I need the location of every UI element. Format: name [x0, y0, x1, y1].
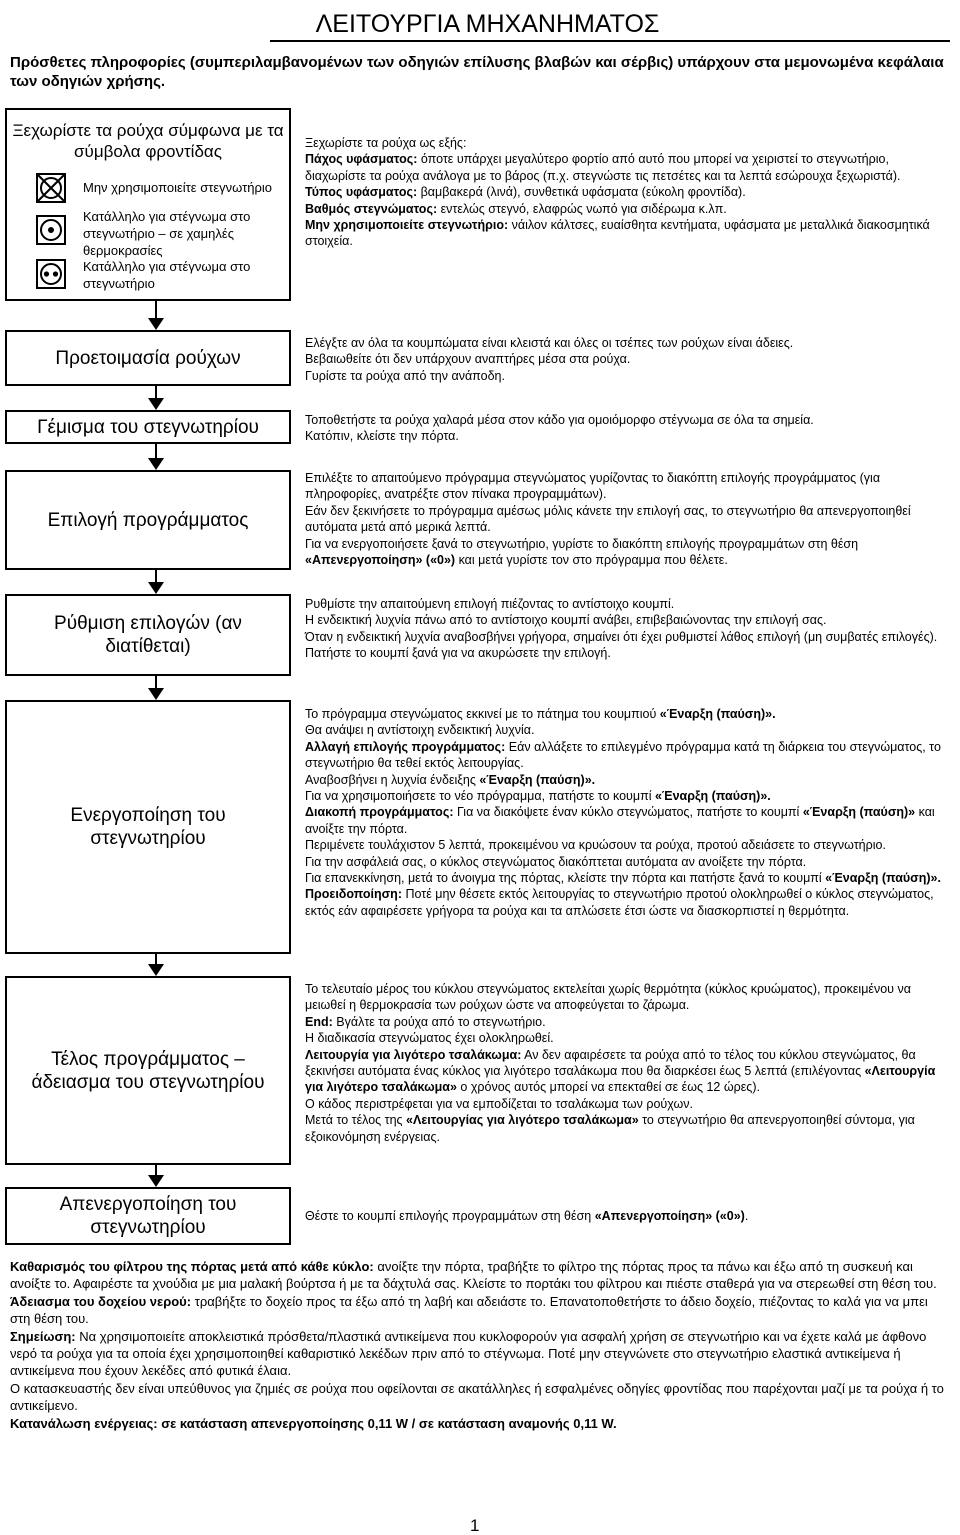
step-line: Για να χρησιμοποιήσετε το νέο πρόγραμμα, πατήστε το κουμπί «Έναρξη (παύση)». — [305, 789, 771, 804]
intro-text: Πρόσθετες πληροφορίες (συμπεριλαμβανομένων των οδηγιών επίλυσης βλαβών και σέρβις) υπάρχουν στα μεμονωμένα κεφάλαια των οδηγιών χρήσης. — [10, 54, 944, 90]
page-number: 1 — [470, 1516, 480, 1535]
step-line: Η διαδικασία στεγνώματος έχει ολοκληρωθεί. — [305, 1031, 554, 1046]
step-line: Διακοπή προγράμματος: Για να διακόψετε έναν κύκλο στεγνώματος, πατήστε το κουμπί «Έναρξη (παύση)» και ανοίξτε την πόρτα. — [305, 805, 935, 836]
step-line: Προειδοποίηση: Ποτέ μην θέσετε εκτός λειτουργίας το στεγνωτήριο προτού ολοκληρωθεί ο κύκλος στεγνώματος, εκτός εάν αφαιρέσετε γρήγορα τα ρούχα και τα απλώσετε έτσι ώστε να διασκορπιστεί η θερμότητα. — [305, 887, 934, 918]
step-box-options: Ρύθμιση επιλογών (αν διατίθεται) — [5, 594, 291, 676]
step-text-end — [305, 981, 945, 1145]
flow-arrow — [148, 954, 164, 976]
note-remark: Σημείωση: Να χρησιμοποιείτε αποκλειστικά πρόσθετα/πλαστικά αντικείμενα που κυκλοφορούν για ασφαλή χρήση σε στεγνωτήριο και να έχετε καλά με άφθονο νερό τα ρούχα για τα οποία έχει χρησιμοποιηθεί καθαριστικό λεκέδων πριν από το στέγνωμα. Ποτέ μην στεγνώνετε στο στεγνωτήριο ελαστικά αντικείμενα ή αντικείμενα που έχουν λεκέδες από φυτικά έλαια. — [10, 1328, 927, 1379]
step-line: Πατήστε το κουμπί ξανά για να ακυρώσετε την επιλογή. — [305, 646, 611, 661]
step-line: Αλλαγή επιλογής προγράμματος: Εάν αλλάξετε το επιλεγμένο πρόγραμμα κατά τη διάρκεια του στεγνώματος, το στεγνωτήριο θα τεθεί εκτός λειτουργίας. — [305, 739, 941, 771]
step-line: Η ενδεικτική λυχνία πάνω από το αντίστοιχο κουμπί ανάβει, επιβεβαιώνοντας την επιλογή σας. — [305, 613, 827, 628]
care-symbols-box — [5, 108, 291, 301]
step-line: Γυρίστε τα ρούχα από την ανάποδη. — [305, 368, 505, 383]
step-box-preparation: Προετοιμασία ρούχων — [5, 330, 291, 386]
care-symbols-heading: Ξεχωρίστε τα ρούχα σύμφωνα με τα σύμβολα φροντίδας — [12, 121, 284, 161]
step-box-end: Τέλος προγράμματος – άδειασμα του στεγνωτηρίου — [5, 976, 291, 1165]
tumble-dry-low-heat-icon — [33, 212, 69, 248]
step-line: Εάν δεν ξεκινήσετε το πρόγραμμα αμέσως μόλις κάνετε την επιλογή σας, το στεγνωτήριο θα απενεργοποιηθεί αυτόματα μετά από μερικά λεπτά. — [305, 503, 911, 535]
step-line: Ο κάδος περιστρέφεται για να εμποδίζεται το τσαλάκωμα των ρούχων. — [305, 1096, 693, 1111]
step-box-loading: Γέμισμα του στεγνωτηρίου — [5, 410, 291, 444]
sorting-line: Μην χρησιμοποιείτε στεγνωτήριο: νάιλον κάλτσες, ευαίσθητα κεντήματα, υφάσματα με μεταλλικά διακοσμητικά στοιχεία. — [305, 218, 930, 249]
note-liability: Ο κατασκευαστής δεν είναι υπεύθυνος για ζημιές σε ρούχα που οφείλονται σε ακατάλληλες ή εσφαλμένες οδηγίες φροντίδας που παρέχονται μαζί με τα ρούχα ή το αντικείμενο. — [10, 1380, 944, 1414]
step-line: Το πρόγραμμα στεγνώματος εκκινεί με το πάτημα του κουμπιού «Έναρξη (παύση)». — [305, 707, 776, 721]
step-line: Λειτουργία για λιγότερο τσαλάκωμα: Αν δεν αφαιρέσετε τα ρούχα από το τέλος του κύκλου στεγνώματος, θα ξεκινήσει αυτόματα ένας κύκλος για λιγότερο τσαλάκωμα που θα διαρκέσει έως 5 λεπτά (επιλέγοντας «Λειτουργία για λιγότερο τσαλάκωμα» ο χρόνος αυτός μπορεί να επεκταθεί σε έως 12 ώρες). — [305, 1047, 936, 1095]
flow-arrow — [148, 676, 164, 700]
step-line: Βεβαιωθείτε ότι δεν υπάρχουν αναπτήρες μέσα στα ρούχα. — [305, 352, 631, 367]
note-filter-cleaning: Καθαρισμός του φίλτρου της πόρτας μετά από κάθε κύκλο: ανοίξτε την πόρτα, τραβήξτε το φίλτρο της πόρτας προς τα πάνω και έξω από τη συσκευή και ανοίξτε το. Αφαιρέστε τα χνούδια με μια μαλακή βούρτσα ή με τα δάχτυλά σας. Κλείστε το πορτάκι του φίλτρου και πιέστε σταθερά για να στερεωθεί στη θέση του. — [10, 1259, 937, 1292]
step-line: Για την ασφάλειά σας, ο κύκλος στεγνώματος διακόπτεται αυτόματα αν ανοίξετε την πόρτα. — [305, 854, 807, 869]
step-line: Τοποθετήστε τα ρούχα χαλαρά μέσα στον κάδο για ομοιόμορφο στέγνωμα σε όλα τα σημεία. — [305, 413, 814, 427]
do-not-tumble-dry-icon — [33, 170, 69, 206]
step-line: Θα ανάψει η αντίστοιχη ενδεικτική λυχνία. — [305, 723, 535, 738]
step-text-loading — [305, 412, 945, 445]
step-line: Όταν η ενδεικτική λυχνία αναβοσβήνει γρήγορα, σημαίνει ότι έχει ρυθμιστεί λάθος επιλογή (μη συμβατές επιλογές). — [305, 629, 938, 644]
step-box-start: Ενεργοποίηση του στεγνωτηρίου — [5, 700, 291, 954]
step-box-program-select: Επιλογή προγράμματος — [5, 470, 291, 570]
step-line: Ελέγξτε αν όλα τα κουμπώματα είναι κλειστά και όλες οι τσέπες των ρούχων είναι άδειες. — [305, 336, 794, 350]
title-underline — [270, 40, 950, 42]
note-water-container: Άδειασμα του δοχείου νερού: τραβήξτε το δοχείο προς τα έξω από τη λαβή και αδειάστε το. Επανατοποθετήστε το άδειο δοχείο, πιέζοντας το καλά για να μπει στη θέση του. — [10, 1293, 928, 1327]
flow-arrow — [148, 386, 164, 410]
sorting-line: Πάχος υφάσματος: όποτε υπάρχει μεγαλύτερο φορτίο από αυτό που μπορεί να χειριστεί το στεγνωτήριο, διαχωρίστε τα ρούχα ανάλογα με το βάρος (π.χ. στεγνώστε τις πετσέτες και τα λεπτά εσώρουχα ξεχωριστά). — [305, 152, 901, 183]
step-line: Περιμένετε τουλάχιστον 5 λεπτά, προκειμένου να κρυώσουν τα ρούχα, προτού αδειάσετε το στεγνωτήριο. — [305, 838, 886, 853]
symbol-text-low-heat: Κατάλληλο για στέγνωμα στο στεγνωτήριο – σε χαμηλές θερμοκρασίες — [83, 209, 251, 258]
sorting-line: Βαθμός στεγνώματος: εντελώς στεγνό, ελαφρώς νωπό για σιδέρωμα κ.λπ. — [305, 201, 727, 216]
flow-arrow — [148, 444, 164, 470]
symbol-row-low-heat — [33, 208, 273, 259]
step-line: Ρυθμίστε την απαιτούμενη επιλογή πιέζοντας το αντίστοιχο κουμπί. — [305, 597, 675, 611]
symbol-row-normal — [33, 258, 273, 292]
step-box-off: Απενεργοποίηση του στεγνωτηρίου — [5, 1187, 291, 1245]
flow-arrow — [148, 1165, 164, 1187]
note-energy: Κατανάλωση ενέργειας: σε κατάσταση απενεργοποίησης 0,11 W / σε κατάσταση αναμονής 0,11 W. — [10, 1415, 617, 1431]
tumble-dry-normal-icon — [33, 256, 69, 292]
symbol-text-normal: Κατάλληλο για στέγνωμα στο στεγνωτήριο — [83, 259, 251, 291]
flow-arrow — [148, 301, 164, 330]
symbol-text-no-dry: Μην χρησιμοποιείτε στεγνωτήριο — [83, 180, 272, 195]
step-text-off — [305, 1208, 945, 1224]
step-line: End: Βγάλτε τα ρούχα από το στεγνωτήριο. — [305, 1014, 546, 1029]
step-line: Επιλέξτε το απαιτούμενο πρόγραμμα στεγνώματος γυρίζοντας το διακόπτη επιλογής προγράμματος (για πληροφορίες, ανατρέξτε στον πίνακα προγραμμάτων). — [305, 471, 881, 502]
sorting-instructions — [305, 135, 945, 250]
step-text-options — [305, 596, 945, 662]
step-line: Θέστε το κουμπί επιλογής προγραμμάτων στη θέση «Απενεργοποίηση» («0»). — [305, 1209, 749, 1223]
step-line: Για να ενεργοποιήσετε ξανά το στεγνωτήριο, γυρίστε το διακόπτη επιλογής προγραμμάτων στη θέση «Απενεργοποίηση» («0») και μετά γυρίστε τον στο πρόγραμμα που θέλετε. — [305, 536, 859, 568]
sorting-line: Ξεχωρίστε τα ρούχα ως εξής: — [305, 136, 467, 150]
step-line: Αναβοσβήνει η λυχνία ένδειξης «Έναρξη (παύση)». — [305, 772, 596, 787]
sorting-line: Τύπος υφάσματος: βαμβακερά (λινά), συνθετικά υφάσματα (εύκολη φροντίδα). — [305, 185, 746, 200]
step-text-program-select — [305, 470, 945, 568]
flow-arrow — [148, 570, 164, 594]
step-line: Μετά το τέλος της «Λειτουργίας για λιγότερο τσαλάκωμα» το στεγνωτήριο θα απενεργοποιηθεί σύντομα, για εξοικονόμηση ενέργειας. — [305, 1113, 915, 1144]
step-text-start — [305, 706, 945, 919]
step-text-preparation — [305, 335, 945, 384]
page-title: ΛΕΙΤΟΥΡΓΙΑ ΜΗΧΑΝΗΜΑΤΟΣ — [315, 10, 660, 38]
step-line: Το τελευταίο μέρος του κύκλου στεγνώματος εκτελείται χωρίς θερμότητα (κύκλος κρυώματος), προκειμένου να μειωθεί η θερμοκρασία των ρούχων ώστε να αποφεύγεται το ζάρωμα. — [305, 982, 911, 1013]
step-line: Για επανεκκίνηση, μετά το άνοιγμα της πόρτας, κλείστε την πόρτα και πατήστε ξανά το κουμπί «Έναρξη (παύση)». — [305, 871, 941, 886]
bottom-notes — [10, 1258, 945, 1432]
step-line: Κατόπιν, κλείστε την πόρτα. — [305, 429, 459, 444]
symbol-row-no-dry — [33, 170, 273, 206]
